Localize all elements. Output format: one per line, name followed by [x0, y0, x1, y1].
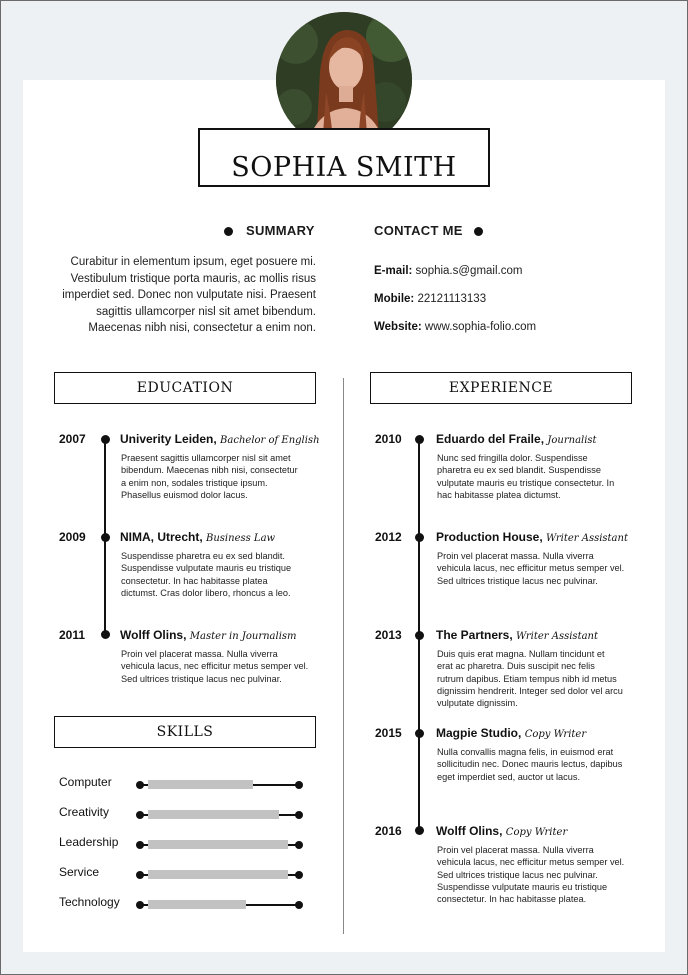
email-label: E-mail:: [374, 265, 413, 277]
description-line: Praesent sagittis ullamcorper nisl sit amet: [121, 453, 291, 463]
job-role: Writer Assistant: [516, 631, 599, 642]
company: Wolff Olins,: [436, 824, 503, 838]
mobile-label: Mobile:: [374, 293, 415, 305]
timeline-dot: [415, 533, 424, 542]
description-line: Proin vel placerat massa. Nulla viverra: [121, 649, 278, 659]
company: Magpie Studio,: [436, 726, 522, 740]
description-line: Suspendisse vulputate mauris eu tristique: [121, 563, 292, 574]
contact-heading: CONTACT ME: [374, 223, 463, 238]
description-line: consectetur. In hac habitasse platea.: [437, 894, 587, 905]
description-line: erat ac pharetra. Duis suscipit nec felis: [437, 661, 595, 672]
contact-mobile: [374, 293, 486, 305]
summary-line: Maecenas nibh nisi, consectetur a enim non.: [88, 322, 316, 334]
company: Eduardo del Fraile,: [436, 432, 545, 446]
experience-year: 2016: [375, 824, 402, 838]
summary-line: sagittis ullamcorper nisl sit amet bibendum.: [96, 305, 316, 318]
skill-label: Technology: [59, 895, 120, 909]
education-year: 2007: [59, 432, 86, 446]
description-line: vehicula lacus, nec efficitur metus semper vel.: [437, 563, 625, 574]
contact-website: [374, 321, 536, 333]
column-divider: [343, 378, 344, 934]
education-title: [120, 432, 320, 446]
experience-description: [437, 648, 637, 709]
description-line: vehicula lacus, nec efficitur metus semper vel.: [437, 857, 625, 868]
institution: Wolff Olins,: [120, 628, 187, 642]
skill-end-dot: [295, 811, 303, 819]
skill-label: Service: [59, 865, 100, 879]
experience-year: 2015: [375, 726, 402, 740]
institution: Univerity Leiden,: [120, 432, 217, 446]
description-line: Proin vel placerat massa. Nulla viverra: [437, 845, 594, 855]
education-year: 2011: [59, 628, 86, 642]
description-line: rutrum dapibus. Etiam tempus nibh id metus: [437, 673, 617, 684]
experience-year: 2012: [375, 530, 402, 544]
skill-level-bar: [148, 870, 288, 879]
description-line: vulputate dignissim.: [437, 698, 518, 709]
description-line: dictumst. Cras dolor libero, rhoncus a leo.: [121, 587, 291, 598]
skill-start-dot: [136, 811, 144, 819]
education-year: 2009: [59, 530, 86, 544]
institution: NIMA, Utrecht,: [120, 530, 203, 544]
summary-bullet: [224, 227, 233, 236]
timeline-dot: [101, 435, 110, 444]
skill-level-bar: [148, 840, 288, 849]
description-line: Nunc sed fringilla dolor. Suspendisse: [437, 453, 588, 463]
skill-label: Leadership: [59, 835, 119, 849]
description-line: vulputate mauris eu tristique consectetur. In: [437, 477, 615, 488]
description-line: dignissim hendrerit. Integer sed dolor vel arcu: [437, 685, 623, 696]
experience-description: [437, 452, 637, 501]
job-role: Writer Assistant: [546, 533, 628, 544]
skill-start-dot: [136, 841, 144, 849]
skill-level-bar: [148, 810, 279, 819]
description-line: Duis quis erat magna. Nullam tincidunt et: [437, 649, 605, 659]
skill-end-dot: [295, 871, 303, 879]
experience-title: [436, 824, 567, 838]
education-heading: EDUCATION: [54, 372, 316, 404]
description-line: eget imperdiet sed, auctor ut lacus.: [437, 771, 580, 782]
skill-end-dot: [295, 901, 303, 909]
degree: Master in Journalism: [189, 631, 297, 642]
summary-line: Vestibulum tristique porta mauris, ac mollis risus: [70, 272, 316, 285]
description-line: Proin vel placerat massa. Nulla viverra: [437, 551, 594, 561]
email-value[interactable]: sophia.s@gmail.com: [415, 265, 523, 277]
experience-title: [436, 726, 586, 740]
summary-line: Curabitur in elementum ipsum, eget posuere mi.: [70, 256, 316, 268]
description-line: a enim non, sodales tristique ipsum.: [121, 477, 268, 488]
job-role: Copy Writer: [505, 827, 568, 838]
job-role: Copy Writer: [524, 729, 587, 740]
timeline-dot: [101, 533, 110, 542]
experience-title: [436, 432, 597, 446]
job-role: Journalist: [547, 435, 597, 446]
contact-bullet: [474, 227, 483, 236]
skill-level-bar: [148, 900, 246, 909]
skill-label: Creativity: [59, 805, 110, 819]
skill-end-dot: [295, 841, 303, 849]
skill-end-dot: [295, 781, 303, 789]
website-value[interactable]: www.sophia-folio.com: [424, 321, 537, 333]
description-line: hac habitasse platea dictumst.: [437, 489, 561, 500]
timeline-dot: [415, 631, 424, 640]
name-box: [198, 128, 490, 187]
timeline-dot: [415, 729, 424, 738]
resume-sheet: [23, 80, 665, 952]
experience-title: [436, 628, 598, 642]
description-line: bibendum. Maecenas nibh nisi, consectetur: [121, 465, 298, 476]
website-label: Website:: [374, 321, 422, 333]
description-line: Sed ultrices tristique lacus nec pulvinar.: [437, 575, 598, 586]
skill-start-dot: [136, 781, 144, 789]
description-line: Sed ultrices tristique lacus nec pulvinar.: [437, 869, 598, 880]
education-description: [121, 550, 321, 599]
degree: Business Law: [206, 533, 276, 544]
company: Production House,: [436, 530, 543, 544]
experience-year: 2013: [375, 628, 402, 642]
contact-email: [374, 265, 522, 277]
description-line: Phasellus euismod dolor lacus.: [121, 489, 248, 500]
description-line: Suspendisse vulputate mauris eu tristique: [437, 881, 608, 892]
skill-start-dot: [136, 901, 144, 909]
timeline-dot: [101, 630, 110, 639]
description-line: Nulla convallis magna felis, in euismod erat: [437, 747, 614, 757]
mobile-value: 22121113133: [417, 293, 487, 305]
summary-line: imperdiet sed. Donec non vulputate nisi. Praesent: [62, 289, 316, 301]
summary-heading: SUMMARY: [246, 223, 315, 238]
timeline-dot: [415, 826, 424, 835]
skills-heading: SKILLS: [54, 716, 316, 748]
education-title: [120, 628, 297, 642]
experience-heading: EXPERIENCE: [370, 372, 632, 404]
timeline-dot: [415, 435, 424, 444]
experience-description: [437, 550, 637, 587]
description-line: pharetra eu ex sed blandit. Suspendisse: [437, 465, 601, 476]
description-line: Sed ultrices tristique lacus nec pulvinar.: [121, 673, 282, 684]
degree: Bachelor of English: [220, 435, 320, 446]
experience-title: [436, 530, 628, 544]
description-line: vehicula lacus, nec efficitur metus semper vel.: [121, 661, 309, 672]
skill-level-bar: [148, 780, 253, 789]
description-line: consectetur. In hac habitasse platea: [121, 575, 268, 586]
education-description: [121, 648, 321, 685]
experience-description: [437, 844, 637, 905]
summary-text: [58, 254, 316, 337]
skill-start-dot: [136, 871, 144, 879]
full-name: SOPHIA SMITH: [231, 152, 457, 183]
description-line: sollicitudin nec. Donec mauris lectus, dapibus: [437, 759, 623, 770]
experience-year: 2010: [375, 432, 402, 446]
description-line: Suspendisse pharetra eu ex sed blandit.: [121, 551, 285, 561]
skill-label: Computer: [59, 775, 112, 789]
education-title: [120, 530, 275, 544]
education-description: [121, 452, 321, 501]
company: The Partners,: [436, 628, 513, 642]
experience-description: [437, 746, 637, 783]
